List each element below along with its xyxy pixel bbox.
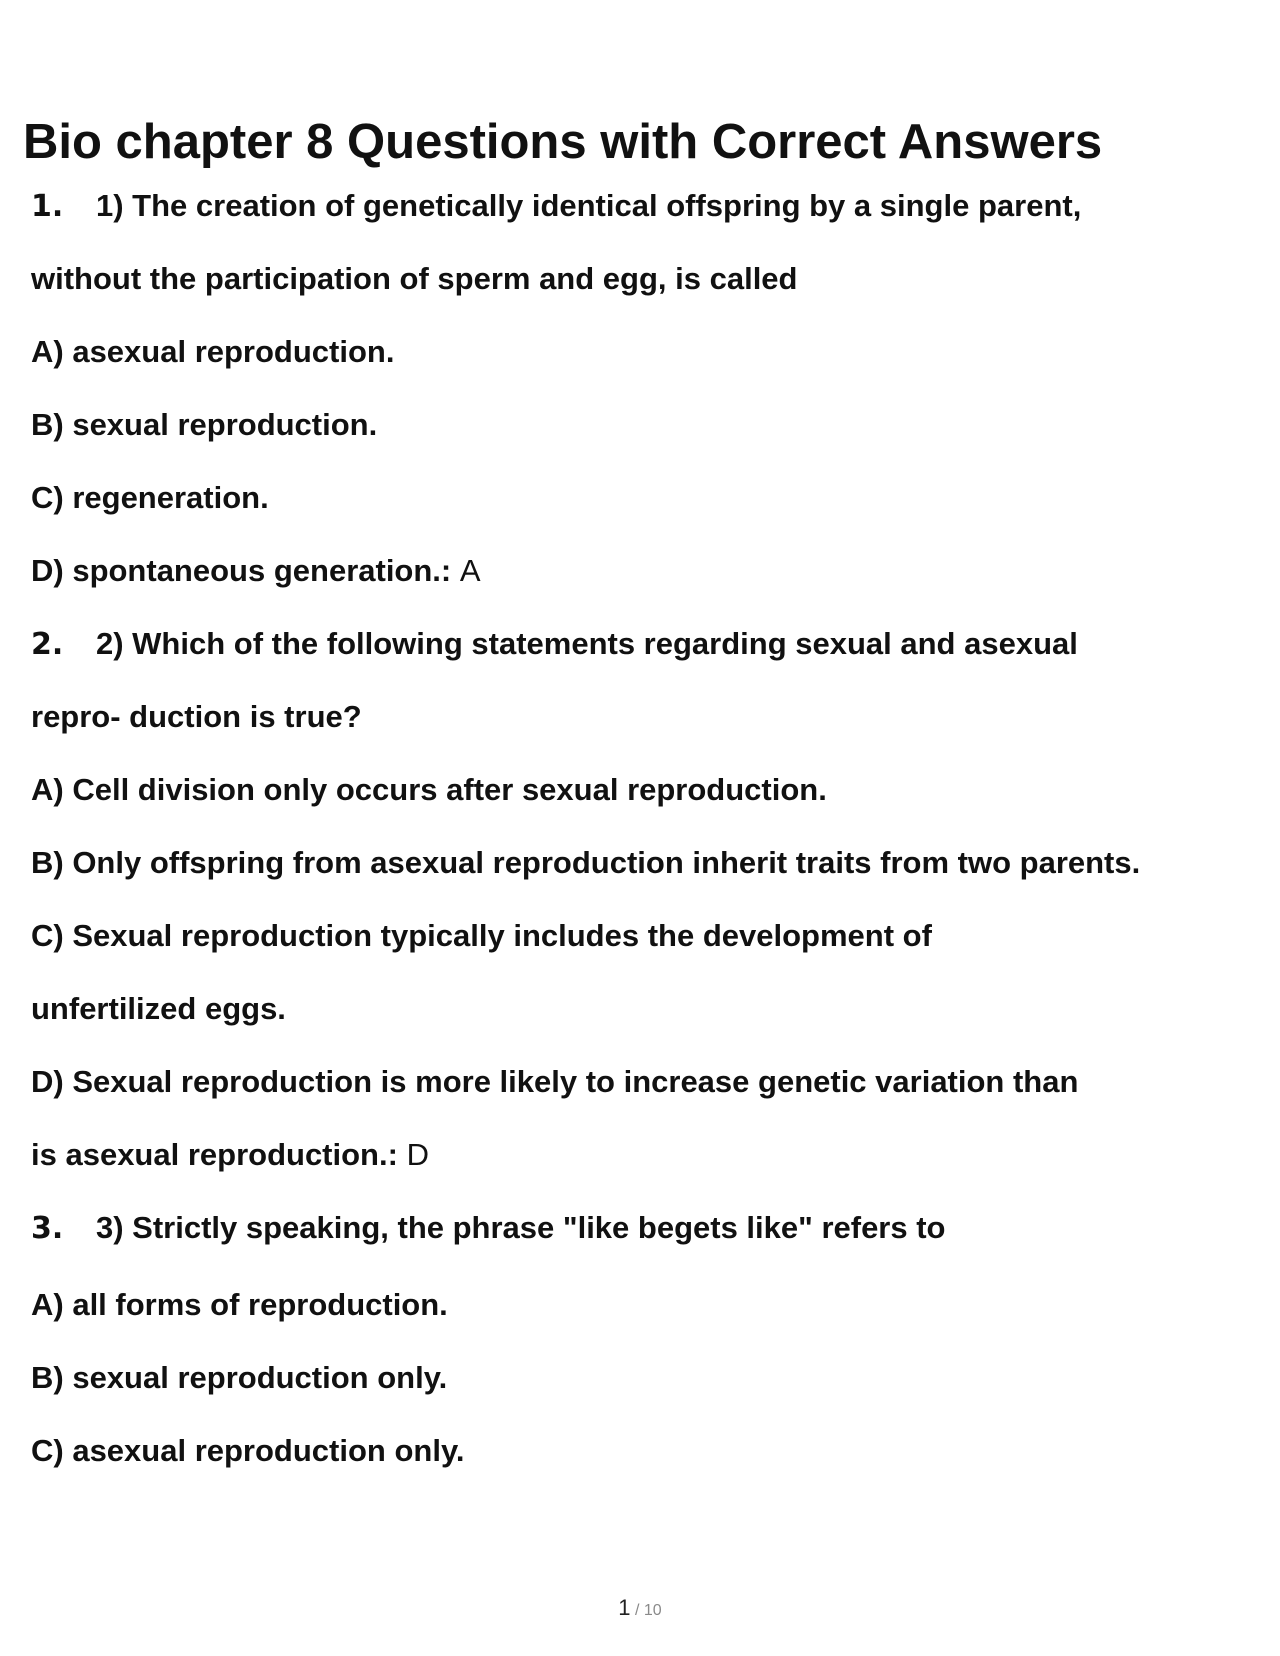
question-2-text: 2) Which of the following statements regarding sexual and asexual <box>96 626 1078 661</box>
current-page-number: 1 <box>618 1595 631 1620</box>
question-2-option-b: B) Only offspring from asexual reproduction inherit traits from two parents. <box>31 845 1141 880</box>
question-2-number: 2. <box>31 627 64 662</box>
question-2-option-d-line-2 <box>31 1130 429 1180</box>
question-2-stem-line-1 <box>31 619 1078 669</box>
question-2-option-c-line-1: C) Sexual reproduction typically includes the development of <box>31 918 932 953</box>
question-1-option-d <box>31 546 481 596</box>
page-indicator <box>0 1593 1280 1626</box>
question-3-text: 3) Strictly speaking, the phrase "like begets like" refers to <box>96 1210 946 1245</box>
question-1-stem-line-2: without the participation of sperm and egg, is called <box>31 261 798 296</box>
question-2-option-d-text: is asexual reproduction.: <box>31 1137 398 1172</box>
page-title: Bio chapter 8 Questions with Correct Answers <box>23 115 1103 169</box>
question-2-option-a: A) Cell division only occurs after sexual reproduction. <box>31 772 827 807</box>
question-2-stem-line-2: repro- duction is true? <box>31 699 362 734</box>
question-3-option-c: C) asexual reproduction only. <box>31 1433 465 1468</box>
question-1-option-d-text: D) spontaneous generation.: <box>31 553 452 588</box>
question-2-option-d-line-1: D) Sexual reproduction is more likely to increase genetic variation than <box>31 1064 1079 1099</box>
question-3-option-b: B) sexual reproduction only. <box>31 1360 448 1395</box>
question-1-option-b: B) sexual reproduction. <box>31 407 378 442</box>
total-pages: / 10 <box>635 1602 662 1619</box>
question-3-stem-line-1 <box>31 1203 946 1253</box>
question-1-option-c: C) regeneration. <box>31 480 269 515</box>
question-1-text: 1) The creation of genetically identical offspring by a single parent, <box>96 188 1082 223</box>
question-3-option-a: A) all forms of reproduction. <box>31 1287 448 1322</box>
question-3-number: 3. <box>31 1211 64 1246</box>
question-1-answer: A <box>459 553 481 588</box>
question-2-option-c-line-2: unfertilized eggs. <box>31 991 286 1026</box>
question-1-stem-line-1 <box>31 181 1081 231</box>
question-1-number: 1. <box>31 189 64 224</box>
question-1-option-a: A) asexual reproduction. <box>31 334 395 369</box>
question-2-answer: D <box>406 1137 429 1172</box>
